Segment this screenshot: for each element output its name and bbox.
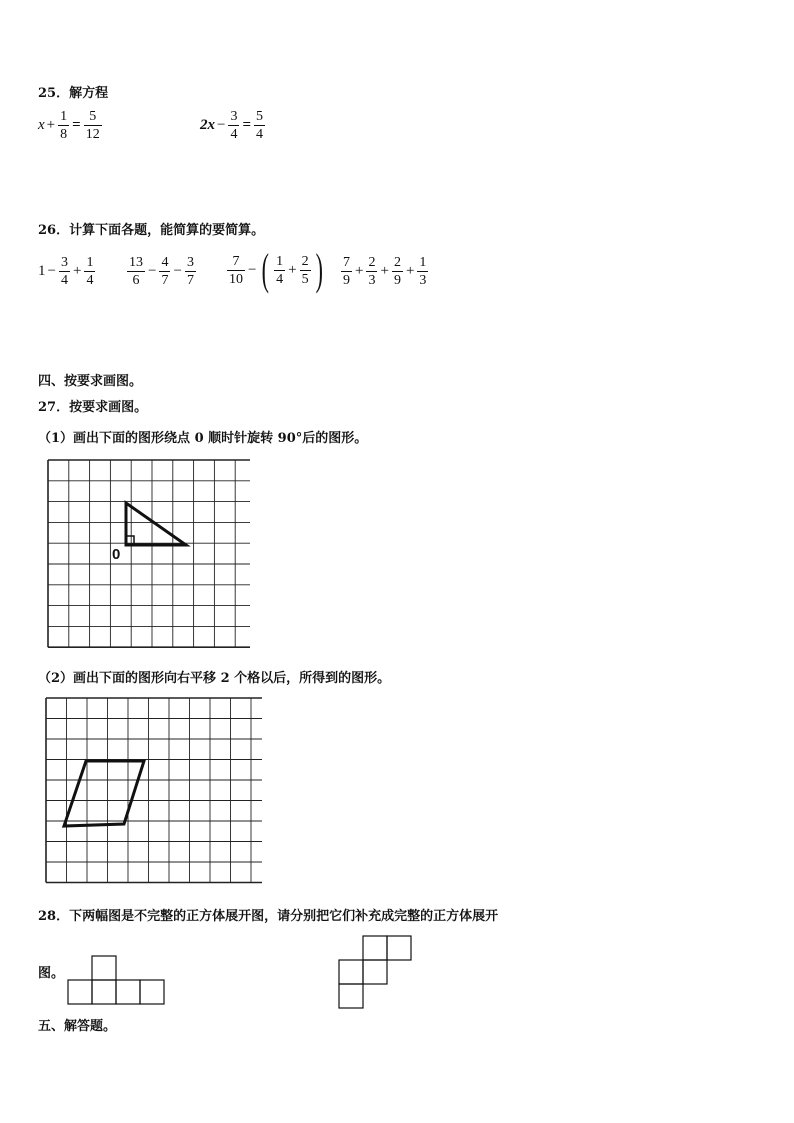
number: 1 (38, 263, 46, 279)
operator: + (288, 261, 297, 278)
fraction: $\frac{5}{12}$ (85, 109, 100, 142)
parallelogram (64, 761, 144, 826)
fraction: $\frac{1}{4}$ (86, 255, 94, 288)
equals: = (72, 117, 81, 133)
fraction: $\frac{4}{7}$ (161, 255, 169, 288)
operator: + (72, 263, 82, 279)
fraction: $\frac{3}{4}$ (60, 255, 68, 288)
q26-title: 26．计算下面各题，能简算的要简算。 (38, 223, 265, 238)
rotation-grid (46, 458, 250, 652)
fraction: $\frac{2}{9}$ (393, 255, 401, 288)
variable: 2x (200, 117, 215, 133)
rotation-point-label: 0 (112, 546, 121, 563)
operator: − (248, 261, 257, 278)
net-square (140, 980, 164, 1004)
operator: − (173, 263, 182, 279)
q26-expression-4 (340, 254, 429, 289)
left-paren: ( (262, 245, 270, 294)
grid-lines (48, 460, 250, 647)
right-triangle (126, 503, 186, 545)
q25-equation-1 (38, 108, 103, 143)
equals: = (242, 117, 252, 133)
net-square (116, 980, 140, 1004)
q28-title: 28．下两幅图是不完整的正方体展开图，请分别把它们补充成完整的正方体展开 (38, 909, 499, 924)
fraction: $\frac{2}{3}$ (368, 255, 376, 288)
fraction: $\frac{2}{5}$ (301, 253, 309, 287)
operator: + (355, 263, 364, 279)
net-square (363, 960, 387, 984)
q27-title: 27．按要求画图。 (38, 400, 148, 415)
variable: x (38, 117, 45, 133)
net-square (339, 984, 363, 1008)
q27-part-2: （2）画出下面的图形向右平移 2 个格以后，所得到的图形。 (38, 671, 391, 686)
fraction: $\frac{7}{9}$ (343, 255, 350, 288)
q26-expression-2 (126, 254, 197, 289)
net-square (92, 956, 116, 980)
q28-title-cont: 图。 (38, 966, 65, 981)
right-paren: ) (315, 245, 323, 294)
q26-expression-3 (226, 245, 326, 294)
cube-net-1 (66, 954, 168, 1006)
fraction: $\frac{3}{4}$ (230, 109, 238, 142)
net-square (387, 936, 411, 960)
net-square (363, 936, 387, 960)
operator: + (46, 117, 56, 133)
fraction: $\frac{13}{6}$ (129, 255, 143, 288)
fraction: $\frac{7}{10}$ (229, 253, 243, 287)
fraction: $\frac{3}{7}$ (186, 255, 194, 288)
operator: + (380, 263, 389, 279)
net-square (92, 980, 116, 1004)
operator: − (47, 263, 56, 279)
translation-grid (44, 696, 262, 890)
operator: − (217, 117, 226, 133)
q25-title: 25．解方程 (38, 86, 109, 101)
net-square (339, 960, 363, 984)
grid-lines (46, 698, 262, 883)
operator: − (148, 263, 157, 279)
fraction: $\frac{1}{3}$ (419, 255, 427, 288)
section-5-heading: 五、解答题。 (38, 1019, 117, 1034)
fraction: $\frac{1}{8}$ (60, 109, 68, 142)
operator: + (405, 263, 415, 279)
q26-expression-1 (38, 254, 96, 289)
cube-net-2 (337, 934, 413, 1010)
net-square (68, 980, 92, 1004)
q25-equation-2 (200, 108, 266, 143)
fraction: $\frac{5}{4}$ (256, 109, 264, 142)
q27-part-1: （1）画出下面的图形绕点 0 顺时针旋转 90°后的图形。 (38, 431, 368, 446)
fraction: $\frac{1}{4}$ (276, 253, 284, 287)
section-4-heading: 四、按要求画图。 (38, 374, 143, 389)
